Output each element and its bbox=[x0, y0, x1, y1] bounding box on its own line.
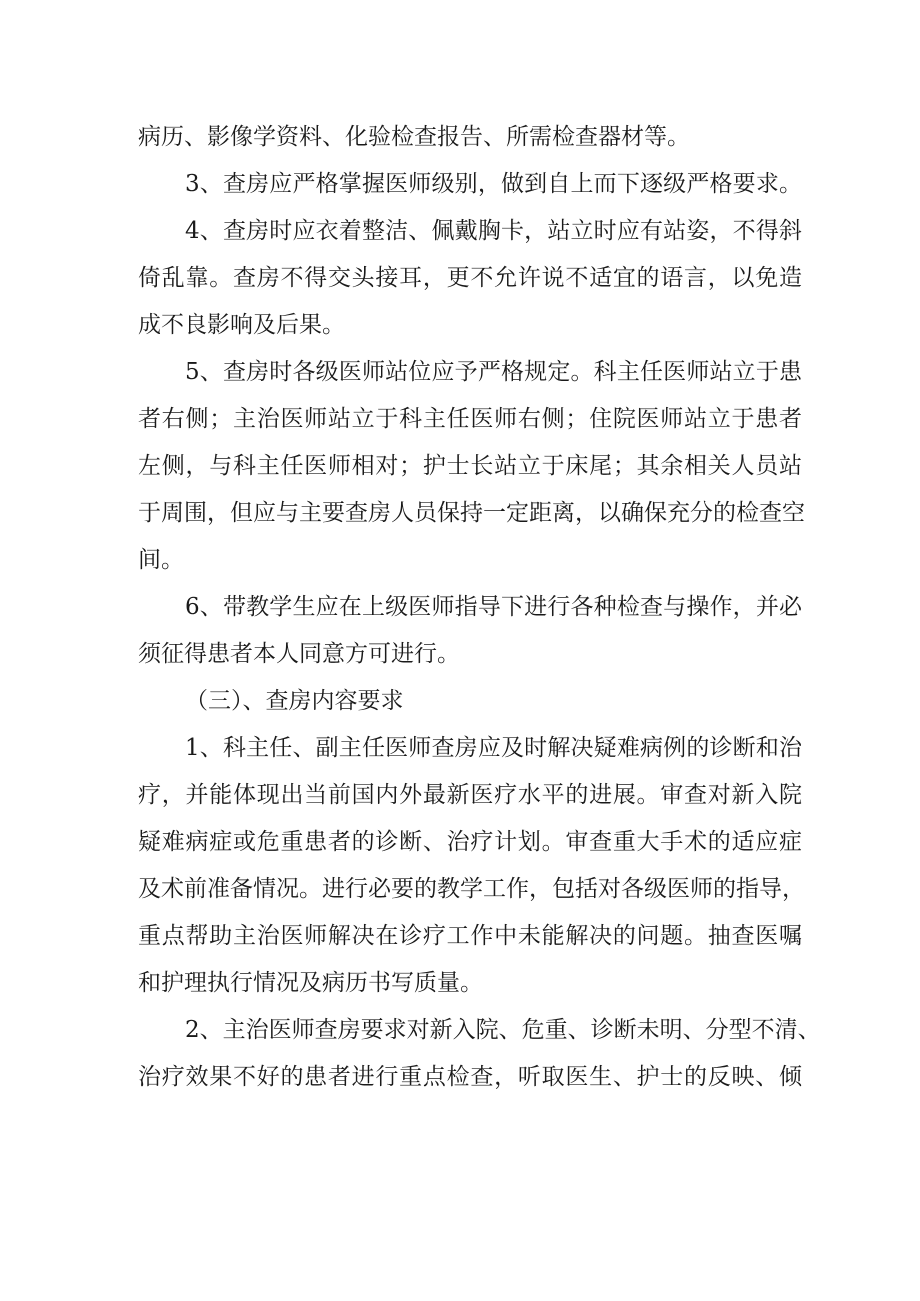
paragraph-line: 重点帮助主治医师解决在诊疗工作中未能解决的问题。抽查医嘱 bbox=[138, 923, 802, 949]
paragraph-line: 左侧，与科主任医师相对；护士长站立于床尾；其余相关人员站 bbox=[138, 453, 802, 479]
paragraph-line: 3、查房应严格掌握医师级别，做到自上而下逐级严格要求。 bbox=[185, 171, 802, 197]
paragraph-line: 5、查房时各级医师站位应予严格规定。科主任医师站立于患 bbox=[185, 359, 802, 385]
paragraph-line: 于周围，但应与主要查房人员保持一定距离，以确保充分的检查空 bbox=[138, 500, 805, 526]
paragraph-line: 倚乱靠。查房不得交头接耳，更不允许说不适宜的语言，以免造 bbox=[138, 265, 802, 291]
paragraph-line: 疑难病症或危重患者的诊断、治疗计划。审查重大手术的适应症 bbox=[138, 829, 802, 855]
paragraph-line: 成不良影响及后果。 bbox=[138, 312, 345, 338]
section-heading: （三）、查房内容要求 bbox=[185, 688, 404, 714]
paragraph-line: 6、带教学生应在上级医师指导下进行各种检查与操作，并必 bbox=[185, 594, 802, 620]
paragraph-line: 疗，并能体现出当前国内外最新医疗水平的进展。审查对新入院 bbox=[138, 782, 802, 808]
paragraph-line: 者右侧；主治医师站立于科主任医师右侧；住院医师站立于患者 bbox=[138, 406, 802, 432]
document-body bbox=[138, 114, 821, 1101]
paragraph-line: 1、科主任、副主任医师查房应及时解决疑难病例的诊断和治 bbox=[185, 735, 802, 761]
paragraph-line: 病历、影像学资料、化验检查报告、所需检查器材等。 bbox=[138, 124, 690, 150]
paragraph-line: 4、查房时应衣着整洁、佩戴胸卡，站立时应有站姿，不得斜 bbox=[185, 218, 802, 244]
paragraph-line: 间。 bbox=[138, 547, 184, 573]
paragraph-line: 及术前准备情况。进行必要的教学工作，包括对各级医师的指导， bbox=[138, 876, 805, 902]
paragraph-line: 须征得患者本人同意方可进行。 bbox=[138, 641, 460, 667]
paragraph-line: 治疗效果不好的患者进行重点检查，听取医生、护士的反映、倾 bbox=[138, 1064, 802, 1090]
paragraph-line: 和护理执行情况及病历书写质量。 bbox=[138, 970, 483, 996]
paragraph-line: 2、主治医师查房要求对新入院、危重、诊断未明、分型不清、 bbox=[185, 1017, 821, 1043]
